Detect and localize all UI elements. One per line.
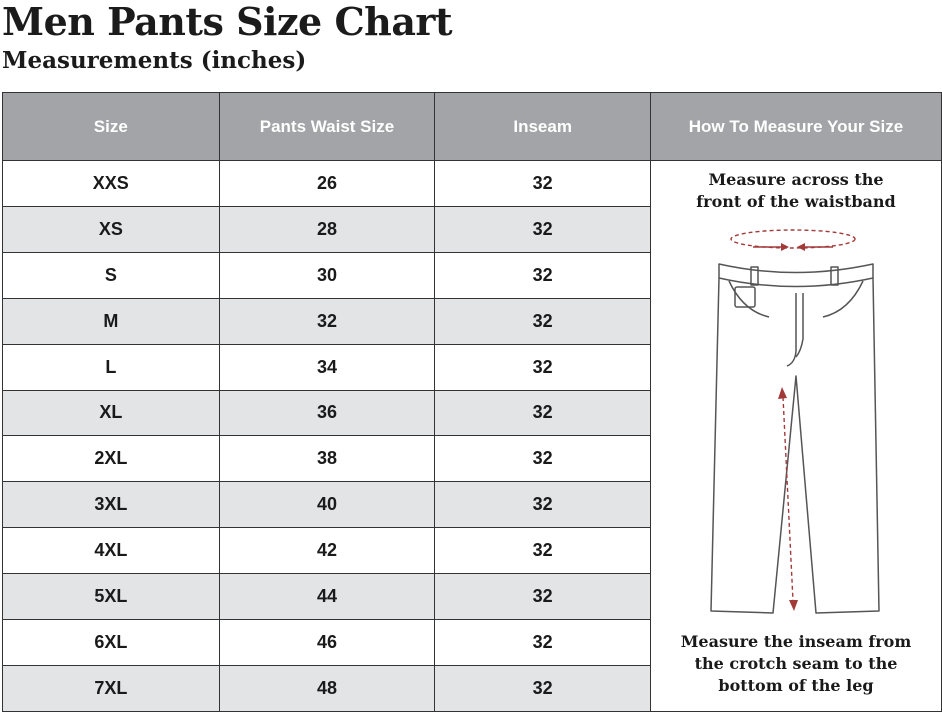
size-cell: 6XL [3,620,220,666]
waist-cell: 42 [219,528,435,574]
header-inseam: Inseam [435,93,651,161]
waist-cell: 48 [219,665,435,711]
size-cell: XS [3,206,220,252]
inseam-cell: 32 [435,252,651,298]
size-cell: XXS [3,161,220,207]
inseam-cell: 32 [435,344,651,390]
size-cell: M [3,298,220,344]
waist-cell: 30 [219,252,435,298]
table-header-row [3,93,942,161]
size-cell: 3XL [3,482,220,528]
waist-cell: 28 [219,206,435,252]
inseam-cell: 32 [435,574,651,620]
inseam-note-line: the crotch seam to the [694,654,898,673]
waist-cell: 38 [219,436,435,482]
waist-cell: 26 [219,161,435,207]
inseam-measure-note [651,631,941,697]
table-row [3,161,942,207]
inseam-cell: 32 [435,436,651,482]
page-subtitle: Measurements (inches) [2,47,307,74]
waist-cell: 44 [219,574,435,620]
waist-cell: 32 [219,298,435,344]
inseam-cell: 32 [435,161,651,207]
header-waist: Pants Waist Size [219,93,435,161]
size-cell: 7XL [3,665,220,711]
header-how-to-measure: How To Measure Your Size [650,93,941,161]
inseam-cell: 32 [435,482,651,528]
size-cell: S [3,252,220,298]
inseam-cell: 32 [435,390,651,436]
size-cell: 4XL [3,528,220,574]
size-cell: L [3,344,220,390]
inseam-cell: 32 [435,206,651,252]
waist-arrow-icon [731,230,855,251]
inseam-cell: 32 [435,528,651,574]
inseam-cell: 32 [435,665,651,711]
waist-cell: 36 [219,390,435,436]
inseam-note-line: bottom of the leg [718,676,874,695]
measure-guide [650,161,941,712]
waist-note-line: front of the waistband [696,192,896,211]
size-cell: XL [3,390,220,436]
inseam-arrow-icon [778,387,798,611]
waist-cell: 46 [219,620,435,666]
inseam-cell: 32 [435,620,651,666]
pants-diagram-icon [651,161,941,711]
waist-cell: 40 [219,482,435,528]
waist-cell: 34 [219,344,435,390]
size-cell: 2XL [3,436,220,482]
waist-measure-note [651,169,941,213]
page-title: Men Pants Size Chart [2,0,453,44]
size-cell: 5XL [3,574,220,620]
size-chart-table [2,92,942,712]
inseam-note-line: Measure the inseam from [680,632,912,651]
inseam-cell: 32 [435,298,651,344]
waist-note-line: Measure across the [708,170,884,189]
header-size: Size [3,93,220,161]
